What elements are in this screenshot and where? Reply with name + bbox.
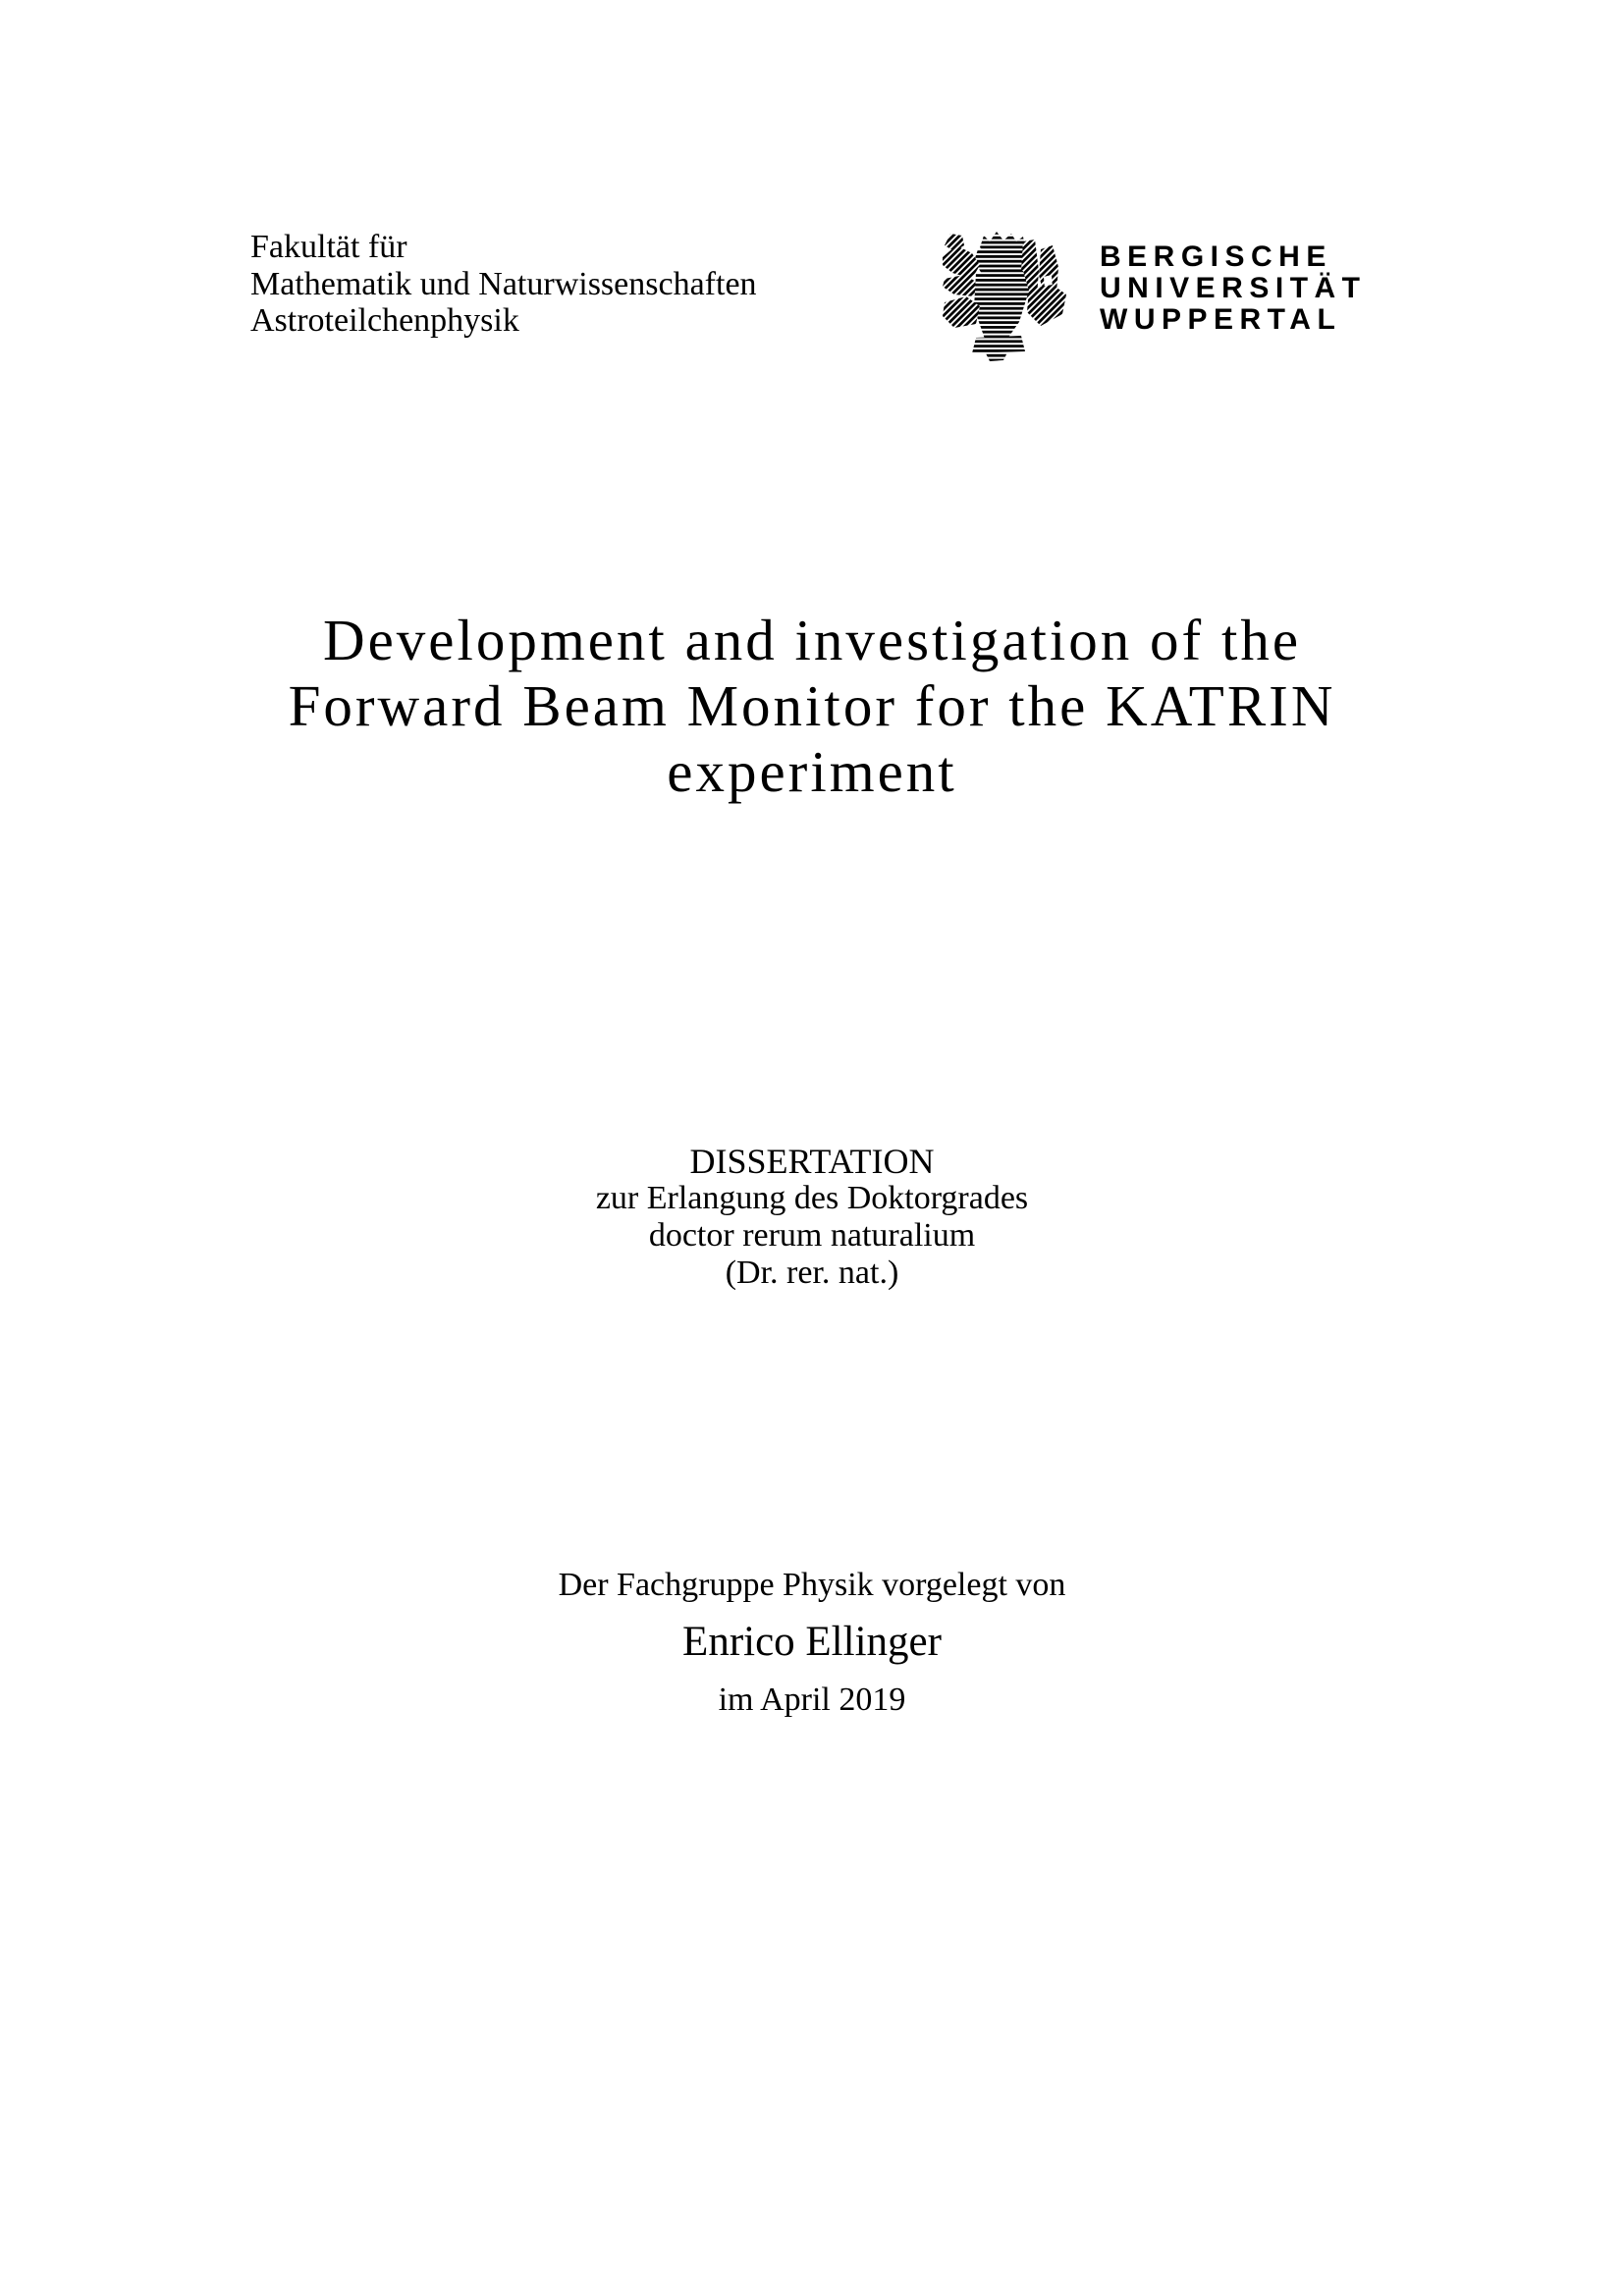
title-line: Development and investigation of the [322, 608, 1302, 672]
author-name: Enrico Ellinger [682, 1619, 942, 1665]
degree-line: doctor rerum naturalium [648, 1217, 976, 1254]
faculty-line: Mathematik und Naturwissenschaften [250, 265, 757, 302]
submission-intro: Der Fachgruppe Physik vorgelegt von [558, 1567, 1066, 1603]
wordmark-line: UNIVERSITÄT [1100, 272, 1367, 304]
faculty-line: Fakultät für [250, 229, 407, 265]
wordmark-line: BERGISCHE [1100, 240, 1332, 273]
wuppertal-lion-icon [943, 232, 1070, 361]
thesis-title [0, 608, 1624, 805]
title-line: Forward Beam Monitor for the KATRIN [288, 673, 1336, 738]
degree-line: DISSERTATION [689, 1142, 935, 1181]
university-wordmark [1100, 241, 1367, 336]
degree-line: zur Erlangung des Doktorgrades [595, 1180, 1029, 1216]
submission-date: im April 2019 [718, 1682, 906, 1718]
faculty-block [250, 229, 757, 340]
faculty-line: Astroteilchenphysik [250, 302, 519, 339]
title-line: experiment [667, 739, 957, 804]
lion-shape [943, 232, 1066, 361]
wordmark-line: WUPPERTAL [1100, 303, 1342, 336]
degree-line: (Dr. rer. nat.) [725, 1255, 899, 1291]
degree-block [0, 1143, 1624, 1292]
